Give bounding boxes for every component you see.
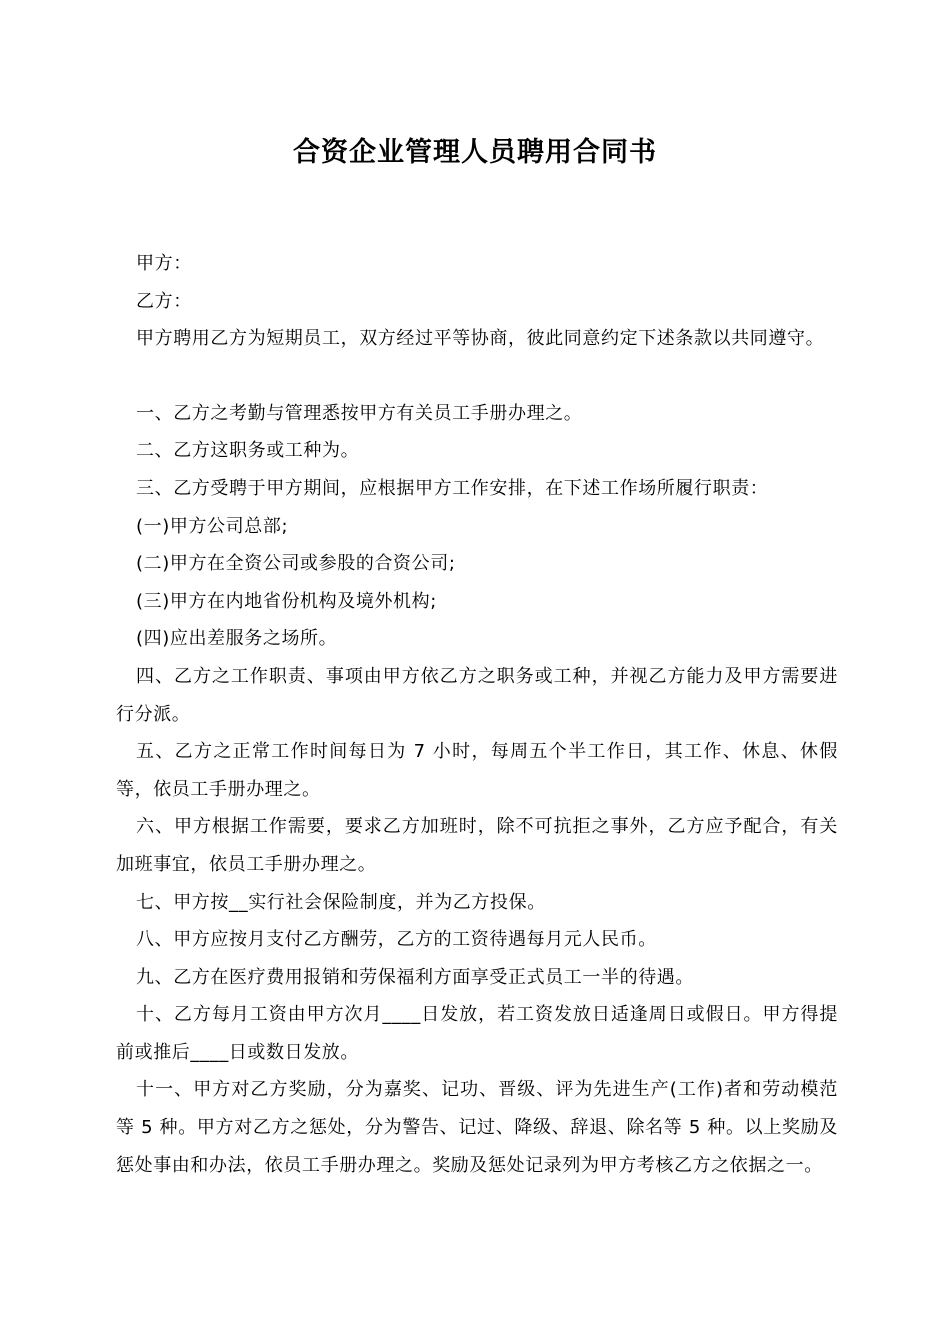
clause-4: 四、乙方之工作职责、事项由甲方依乙方之职务或工种，并视乙方能力及甲方需要进行分派。: [116, 665, 838, 725]
party-a-line: 甲方：: [136, 253, 192, 274]
party-b-line: 乙方：: [136, 290, 192, 312]
clause-6: 六、甲方根据工作需要，要求乙方加班时，除不可抗拒之事外，乙方应予配合，有关加班事宜，依员工手册办理之。: [116, 816, 838, 875]
clause-5: 五、乙方之正常工作时间每日为 7 小时，每周五个半工作日，其工作、休息、休假等，依员工手册办理之。: [116, 741, 838, 800]
clause-9: 九、乙方在医疗费用报销和劳保福利方面享受正式员工一半的待遇。: [136, 966, 694, 988]
clause-11: 十一、甲方对乙方奖励，分为嘉奖、记功、晋级、评为先进生产(工作)者和劳动模范等 5 种。甲方对乙方之惩处，分为警告、记过、降级、辞退、除名等 5 种。以上奖励及惩处事由和办法，依员工手册办理之。奖励及惩处记录列为甲方考核乙方之依据之一。: [116, 1079, 838, 1176]
clause-10: 十、乙方每月工资由甲方次月____日发放，若工资发放日适逢周日或假日。甲方得提前或推后____日或数日发放。: [116, 1004, 838, 1063]
document-body: [116, 245, 838, 1184]
clause-8: 八、甲方应按月支付乙方酬劳，乙方的工资待遇每月元人民币。: [136, 929, 657, 951]
clause-3-item-2: (二)甲方在全资公司或参股的合资公司;: [136, 553, 456, 575]
paragraph-gap: [116, 358, 838, 395]
intro-paragraph: 甲方聘用乙方为短期员工，双方经过平等协商，彼此同意约定下述条款以共同遵守。: [136, 328, 825, 350]
clause-2: 二、乙方这职务或工种为。: [136, 440, 360, 462]
clause-1: 一、乙方之考勤与管理悉按甲方有关员工手册办理之。: [136, 402, 583, 424]
clause-3-item-4: (四)应出差服务之场所。: [136, 628, 338, 650]
clause-3-item-1: (一)甲方公司总部;: [136, 515, 289, 537]
clause-3: 三、乙方受聘于甲方期间，应根据甲方工作安排，在下述工作场所履行职责：: [136, 477, 769, 499]
clause-3-item-3: (三)甲方在内地省份机构及境外机构;: [136, 590, 437, 612]
clause-7: 七、甲方按__实行社会保险制度，并为乙方投保。: [136, 891, 546, 913]
document-title: 合资企业管理人员聘用合同书: [293, 137, 657, 168]
